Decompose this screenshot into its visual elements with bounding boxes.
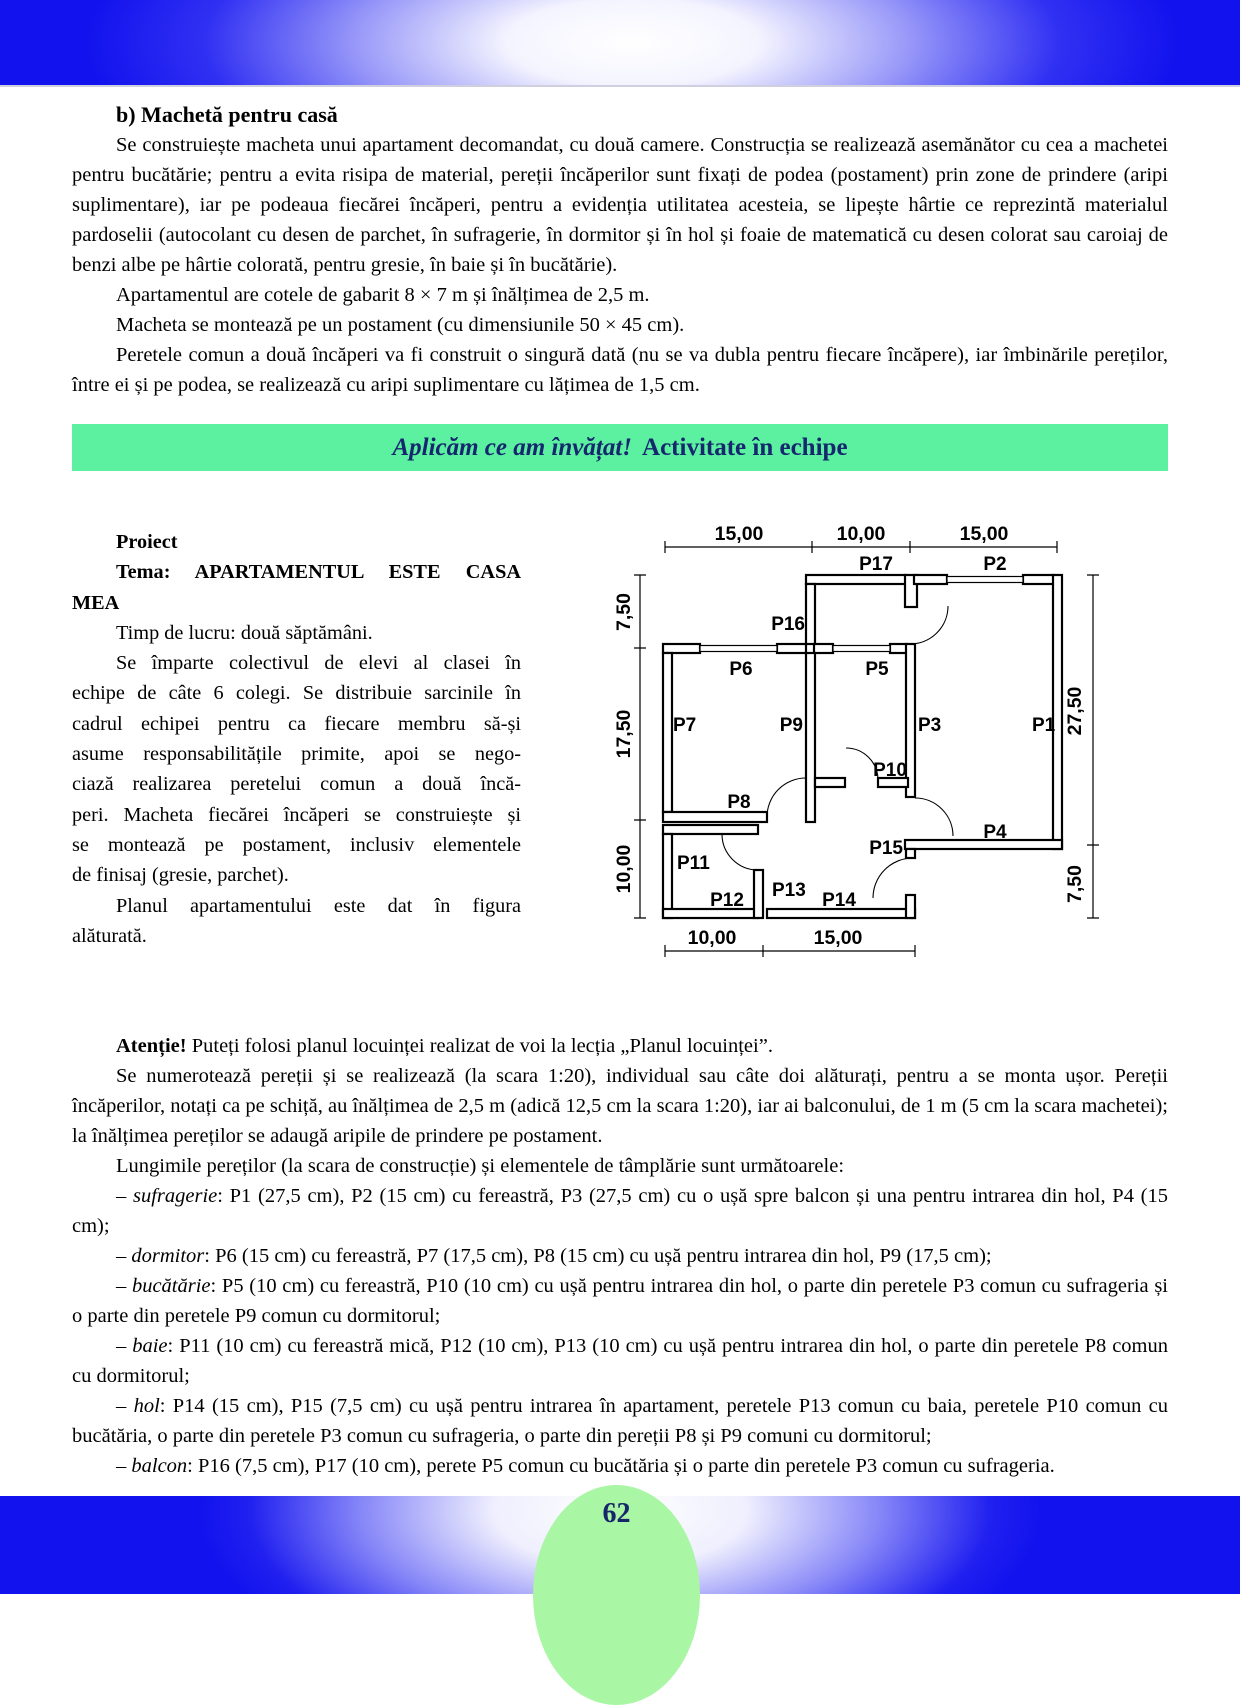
wall-list-room: balcon [131, 1455, 188, 1477]
intro-paragraph-4: Peretele comun a două încăperi va fi construit o singură dată (nu se va dubla pentru fiecare încăpere), iar îmbinările pereților, între ei și pe podea, se realizează cu aripi suplimentare cu lățimea de 1,5 cm. [72, 344, 1168, 396]
attention-text: Puteți folosi planul locuinței realizat de voi la lecția „Planul locuinței”. [186, 1035, 773, 1057]
intro-paragraph-2: Apartamentul are cotele de gabarit 8 × 7 m și înălțimea de 2,5 m. [116, 284, 650, 306]
page-number: 62 [602, 1498, 631, 1529]
dim-label-top-1: 15,00 [714, 523, 764, 545]
wall-list-room: bucătărie [131, 1275, 211, 1297]
project-time-line: Timp de lucru: două săptămâni. [116, 621, 373, 644]
wall-list-item [72, 1271, 1168, 1331]
attention-paragraph [72, 1031, 1168, 1061]
wall-label-p8: P8 [727, 792, 751, 813]
wall-label-p14: P14 [822, 890, 856, 911]
wall-label-p3: P3 [918, 715, 942, 736]
wall-label-p17: P17 [859, 554, 893, 575]
wall-label-p12: P12 [710, 890, 744, 911]
attention-label: Atenție! [116, 1035, 187, 1057]
dim-label-left-3: 10,00 [613, 844, 635, 894]
wall-label-p1: P1 [1032, 715, 1056, 736]
plan-dimension-lines [634, 541, 1099, 957]
wall-label-p6: P6 [729, 659, 753, 680]
project-theme-line: Tema: APARTAMENTUL ESTE CASA [116, 561, 521, 584]
list-dash: – [116, 1275, 132, 1297]
activity-banner [72, 424, 1168, 471]
plan-walls [663, 575, 1062, 918]
wall-label-p2: P2 [983, 554, 1007, 575]
intro-paragraph-3: Macheta se montează pe un postament (cu dimensiunile 50 × 45 cm). [116, 314, 685, 336]
wall-list-item [72, 1181, 1168, 1241]
wall-list-room: baie [132, 1335, 168, 1357]
project-figure-line: alăturată. [72, 924, 147, 947]
wall-list-rest: : P16 (7,5 cm), P17 (10 cm), perete P5 comun cu bucătăria și o parte din peretele P3 comun cu sufrageria. [187, 1455, 1055, 1477]
dim-label-top-2: 10,00 [836, 523, 886, 545]
dim-label-right-1: 27,50 [1064, 686, 1086, 736]
wall-list-item [72, 1391, 1168, 1451]
wall-list-item [72, 1241, 1168, 1271]
wall-label-p4: P4 [983, 822, 1007, 843]
section-heading: b) Machetă pentru casă [116, 102, 338, 127]
list-dash: – [116, 1245, 132, 1267]
top-decoration-band [0, 0, 1240, 87]
wall-list-room: dormitor [131, 1245, 205, 1267]
banner-bold-label: Activitate în echipe [642, 434, 848, 461]
intro-paragraph-1: Se construiește macheta unui apartament decomandat, cu două camere. Construcția se realizează asemănător cu cea a machetei pentru bucătărie; pentru a evita risipa de material, pereții încăperilor sunt fixați de podea (postament) prin zone de prindere (aripi suplimentare), iar pe podeaua fiecărei încăperi, pentru a evidenția utilitatea acesteia, se lipește hârtie ce reprezintă materialul pardoselii (autocolant cu desen de parchet, în sufragerie, în dormitor și în hol și foaie de matematică cu desen colorat sau caroiaj de benzi albe pe hârtie colorată, pentru gresie, în baie și în bucătărie). [72, 134, 1168, 276]
plan-windows [700, 577, 1023, 652]
dim-label-bottom-2: 15,00 [813, 927, 863, 949]
project-theme-line: MEA [72, 591, 120, 614]
intro-section [72, 100, 1168, 400]
project-body-line: se montează pe postament, inclusiv elementele [72, 833, 521, 856]
wall-list-room: hol [133, 1395, 160, 1417]
page-number-oval [533, 1485, 700, 1705]
project-body-line: asume responsabilitățile primite, apoi se nego- [72, 743, 521, 766]
wall-list-room: sufragerie [132, 1185, 218, 1207]
list-dash: – [116, 1395, 134, 1417]
wall-label-p10: P10 [873, 760, 907, 781]
project-body-line: echipe de câte 6 colegi. Se distribuie sarcinile în [72, 682, 521, 705]
wall-label-p5: P5 [865, 659, 889, 680]
wall-label-p11: P11 [677, 853, 710, 874]
dim-label-left-2: 17,50 [613, 709, 635, 759]
project-body-line: Se împarte colectivul de elevi al clasei în [116, 652, 521, 675]
wall-list-rest: : P11 (10 cm) cu fereastră mică, P12 (10 cm), P13 (10 cm) cu ușă pentru intrarea din hol, o parte din peretele P8 comun cu dormitorul; [72, 1335, 1168, 1387]
project-column [72, 527, 521, 951]
project-body-line: de finisaj (gresie, parchet). [72, 864, 289, 887]
project-body-line: peri. Macheta fiecărei încăperi se construiește și [72, 803, 521, 826]
wall-label-p16: P16 [771, 614, 805, 635]
wall-label-p13: P13 [772, 880, 806, 901]
floor-plan-figure [590, 505, 1120, 965]
dim-label-left-1: 7,50 [613, 593, 635, 631]
details-section [72, 1031, 1168, 1481]
wall-label-p15: P15 [869, 838, 903, 859]
wall-list-rest: : P14 (15 cm), P15 (7,5 cm) cu ușă pentru intrarea în apartament, peretele P13 comun cu baia, peretele P10 comun cu bucătăria, o parte din peretele P3 comun cu sufrageria, o parte din pereții P8 și P9 comuni cu dormitorul; [72, 1395, 1169, 1447]
project-figure-line: Planul apartamentului este dat în figura [116, 894, 521, 917]
project-label: Proiect [116, 531, 178, 553]
dim-label-top-3: 15,00 [959, 523, 1009, 545]
lengths-intro-paragraph: Lungimile pereților (la scara de construcție) și elementele de tâmplărie sunt următoarele: [116, 1155, 845, 1177]
list-dash: – [116, 1185, 133, 1207]
wall-list-item [72, 1451, 1168, 1481]
list-dash: – [116, 1335, 133, 1357]
wall-list-rest: : P5 (10 cm) cu fereastră, P10 (10 cm) cu ușă pentru intrarea din hol, o parte din peretele P3 comun cu sufrageria și o parte din peretele P9 comun cu dormitorul; [72, 1275, 1168, 1327]
wall-label-p7: P7 [673, 715, 697, 736]
wall-list-rest: : P1 (27,5 cm), P2 (15 cm) cu fereastră, P3 (27,5 cm) cu o ușă spre balcon și una pentru intrarea din hol, P4 (15 cm); [72, 1185, 1169, 1237]
banner-italic-label: Aplicăm ce am învățat! [392, 434, 633, 461]
dim-label-right-2: 7,50 [1064, 865, 1086, 903]
list-dash: – [116, 1455, 132, 1477]
plan-dimension-labels [613, 523, 1086, 949]
scale-paragraph: Se numerotează pereții și se realizează (la scara 1:20), individual sau câte doi alăturați, pentru a se monta ușor. Pereții încăperilor, notați ca pe schiță, au înălțimea de 2,5 m (adică 12,5 cm la scara 1:20), iar ai balconului, de 1 m (5 cm la scara machetei); la înălțimea pereților se adaugă aripile de prindere pe postament. [72, 1065, 1168, 1147]
project-body-line: ciază realizarea peretelui comun a două încă- [72, 773, 521, 796]
wall-label-p9: P9 [779, 715, 803, 736]
wall-list-item [72, 1331, 1168, 1391]
dim-label-bottom-1: 10,00 [687, 927, 737, 949]
project-body-line: cadrul echipei pentru ca fiecare membru să-și [72, 712, 521, 735]
wall-list-rest: : P6 (15 cm) cu fereastră, P7 (17,5 cm), P8 (15 cm) cu ușă pentru intrarea din hol, P9 (17,5 cm); [204, 1245, 992, 1267]
